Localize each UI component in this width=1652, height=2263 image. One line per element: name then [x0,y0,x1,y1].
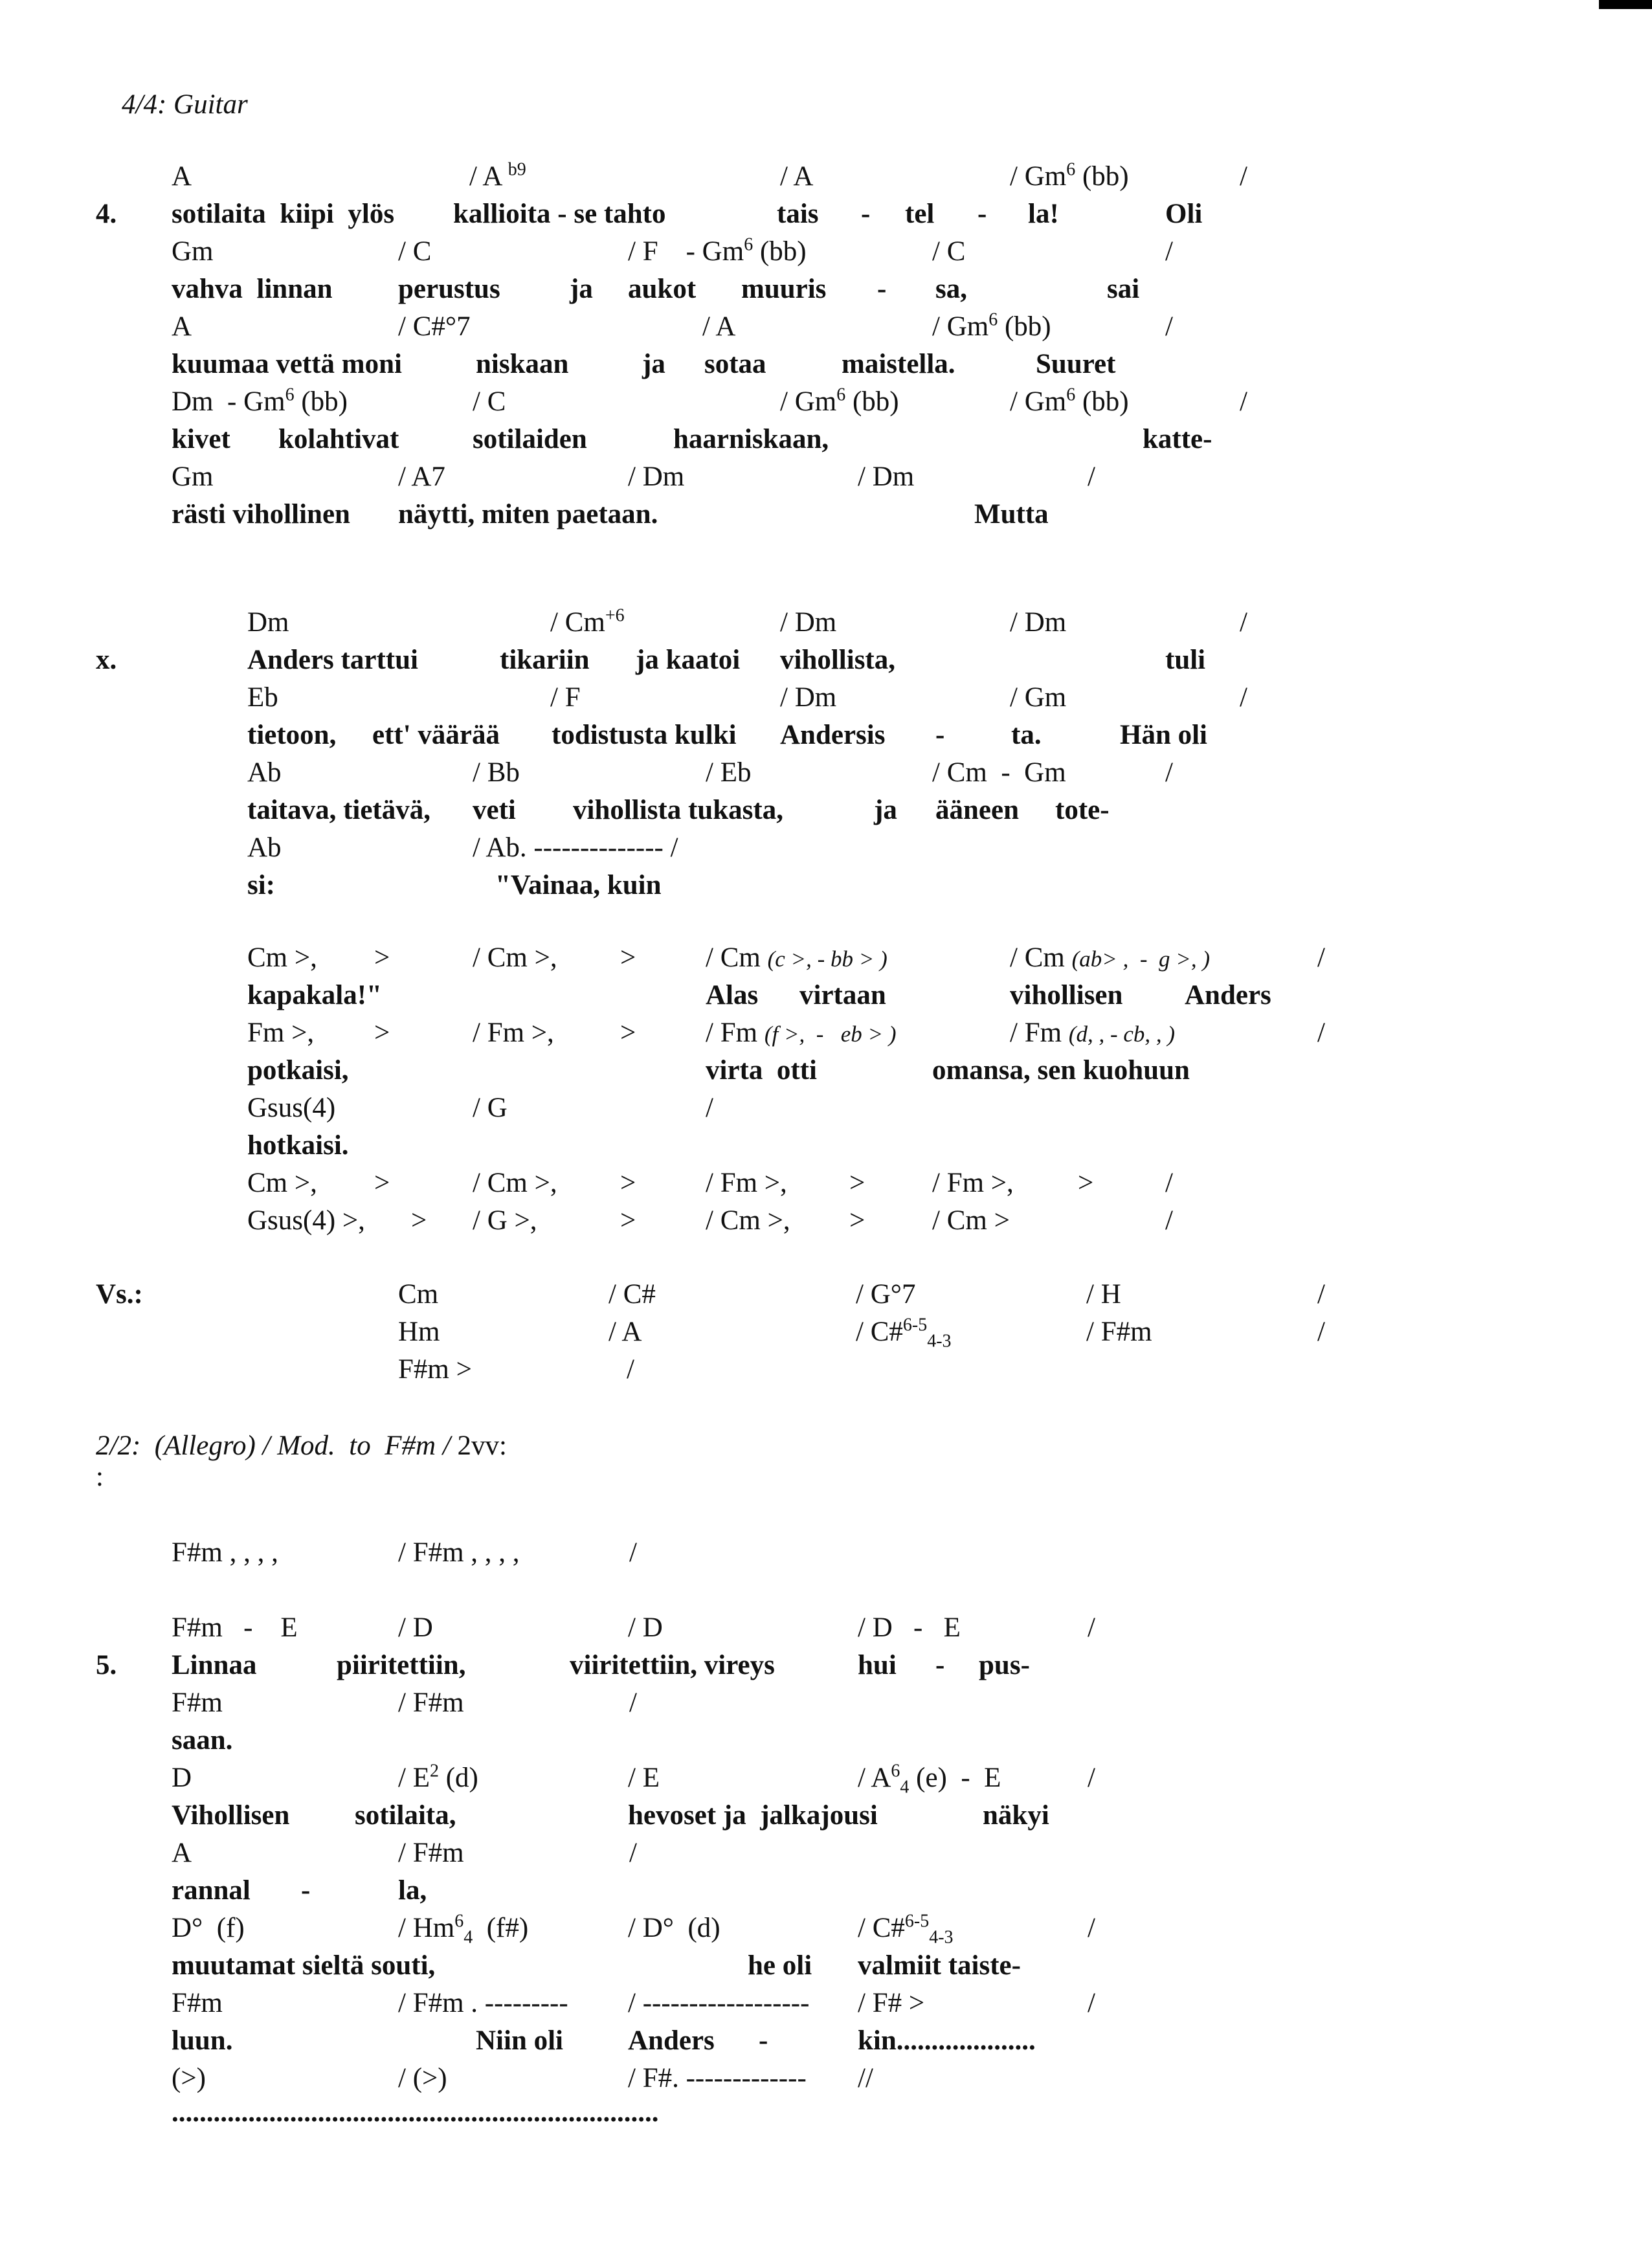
lyric: kin.................... [858,2025,1036,2056]
lyric: todistusta kulki [552,720,737,750]
lyric: ta. [1011,720,1042,750]
chord: Cm [398,1279,439,1310]
barline: / [1088,1763,1095,1793]
lyric: tietoon, [247,720,337,750]
lyric: Hän oli [1120,720,1208,750]
chord: / A [702,311,736,342]
accent-mark: > [620,1018,636,1048]
chord: / G >, [473,1205,537,1236]
lyric: - [861,199,871,229]
barline: / [1088,462,1095,492]
barline: / [706,1093,713,1123]
chord: / Dm [780,607,837,638]
lyric: ääneen [935,795,1019,825]
chord: / Cm >, [473,1168,557,1198]
chord: / (>) [398,2063,447,2093]
barline: / [1088,1913,1095,1943]
edge-scan-mark [1599,0,1652,9]
lyric: - [301,1875,311,1906]
chord: / C [398,236,432,267]
lyric: muuris [741,274,827,304]
final-barline: // [858,2063,873,2093]
barline: / [1317,1018,1325,1048]
chord: / F#. ------------- [628,2063,807,2093]
barline: / [1088,1988,1095,2018]
chord: / Ab. -------------- / [473,832,678,863]
lyric: virtaan [799,980,886,1010]
lyric: - [935,720,945,750]
lyric: vihollista, [780,645,896,675]
chord: Dm [247,607,289,638]
lyric: sai [1107,274,1140,304]
accent-mark: > [374,1168,390,1198]
lyric: Anders [1185,980,1271,1010]
accent-mark: > [849,1168,865,1198]
chord: / A [780,161,814,192]
lyric: ett' väärää [372,720,500,750]
lyric: Andersis [780,720,886,750]
chord: Cm >, [247,942,317,973]
chord: Dm - Gm$^6$ (bb) [172,385,348,417]
section-number: x. [96,645,117,675]
chord: / A [608,1317,642,1347]
chord: Gm [172,236,214,267]
lyric: rästi vihollinen [172,499,350,530]
chord: / F#m . --------- [398,1988,568,2018]
chord: F#m > [398,1354,472,1385]
chord: / Dm [628,462,685,492]
lyric: - [935,1650,945,1680]
chord: F#m [172,1988,223,2018]
lyric: perustus [398,274,500,304]
chord: / D [628,1612,663,1643]
lyric: sotilaita, [355,1800,456,1831]
lyric: kolahtivat [278,424,399,454]
lyric: näytti, miten paetaan. [398,499,658,530]
lyric: tel [905,199,935,229]
lyric: piiritettiin, [337,1650,466,1680]
chord: / $Cm^{+6}$ [550,605,625,638]
chord: / F - Gm$^6$ (bb) [628,234,807,267]
lyric: sotilaiden [473,424,587,454]
barline: / [1240,161,1247,192]
barline: / [1240,682,1247,713]
lyric: vahva linnan [172,274,333,304]
accent-mark: > [374,1018,390,1048]
barline: / [1165,1205,1173,1236]
lyric: saan. [172,1725,233,1756]
accent-mark: > [1078,1168,1094,1198]
barline: / [629,1537,637,1568]
chord: D° (f) [172,1913,245,1943]
lyric: - [877,274,887,304]
dotted-line: ...................................................................... [172,2097,659,2128]
lyric: tote- [1055,795,1110,825]
tempo-header: 4/4: Guitar [122,89,248,120]
chord: Ab [247,832,282,863]
lyric: la, [398,1875,427,1906]
barline: / [1317,942,1325,973]
lyric: hevoset ja jalkajousi [628,1800,878,1831]
lyric: rannal [172,1875,251,1906]
verse-number: 4. [96,199,117,229]
lyric: muutamat sieltä souti, [172,1950,436,1981]
lyric: sotilaita kiipi ylös [172,199,395,229]
chord: Gsus(4) [247,1093,336,1123]
chord: / Cm (c >, - bb > ) [706,942,887,973]
chord: Cm >, [247,1168,317,1198]
lyric: valmiit taiste- [858,1950,1021,1981]
chord: / Fm >, [706,1168,787,1198]
chord: A [172,161,192,192]
lyric: kivet [172,424,230,454]
barline: / [1165,757,1173,788]
chord: / C [932,236,966,267]
lyric: ja [642,349,665,379]
lyric: luun. [172,2025,233,2056]
chord: / Cm > [932,1205,1010,1236]
lyric: tikariin [500,645,590,675]
section-label: Vs.: [96,1279,143,1310]
chord: / Fm (f >, - eb > ) [706,1018,897,1048]
chord: / G [473,1093,508,1123]
lyric: katte- [1143,424,1212,454]
verse-number: 5. [96,1650,117,1680]
repeat-sign: : [96,1462,104,1492]
accent-mark: > [620,942,636,973]
accent-mark: > [411,1205,427,1236]
lyric: taitava, tietävä, [247,795,431,825]
barline: / [1088,1612,1095,1643]
chord: (>) [172,2063,206,2093]
chord: / Gm$^6$ (bb) [1010,385,1129,417]
lyric: kapakala!" [247,980,382,1010]
lyric: hui [858,1650,897,1680]
chord: / Eb [706,757,752,788]
chord: Ab [247,757,282,788]
lyric: pus- [979,1650,1030,1680]
lyric: - [759,2025,768,2056]
chord: D [172,1763,192,1793]
chord: / $Hm^6_4$ (f#) [398,1911,529,1948]
chord: / Cm (ab> , - g >, ) [1010,942,1211,973]
chord: / C#°7 [398,311,471,342]
lyric: tais [777,199,819,229]
lyric: sotaa [704,349,766,379]
chord: / Dm [858,462,915,492]
lyric: Niin oli [476,2025,564,2056]
chord: A [172,311,192,342]
chord: Eb [247,682,278,713]
chord: / A $^{b9}$ [469,159,526,192]
barline: / [1240,607,1247,638]
lyric: ja [570,274,593,304]
lyric: tuli [1165,645,1206,675]
chord: / Cm >, [473,942,557,973]
lyric: ja [874,795,897,825]
barline: / [1240,386,1247,417]
barline: / [1317,1317,1325,1347]
chord: / C#$^{6-5}_{4-3}$ [856,1315,952,1352]
chord: / C# [608,1279,656,1310]
lyric: Anders tarttui [247,645,418,675]
lyric: kallioita - se tahto [453,199,666,229]
lyric: vihollista tukasta, [573,795,783,825]
lyric: virta otti [706,1055,817,1086]
barline: / [1165,1168,1173,1198]
chord: / H [1086,1279,1121,1310]
chord: / Fm >, [473,1018,554,1048]
lyric: ja kaatoi [636,645,741,675]
chord: Gm [172,462,214,492]
lyric: viiritettiin, vireys [570,1650,775,1680]
lyric: veti [473,795,516,825]
chord: / F#m , , , , [398,1537,520,1568]
lyric: - [977,199,987,229]
chord: / A7 [398,462,445,492]
lyric: Mutta [974,499,1049,530]
chord: / C#$^{6-5}_{4-3}$ [858,1911,954,1948]
chord: / Gm [1010,682,1067,713]
chord: / F#m [398,1838,464,1868]
chord: / D° (d) [628,1913,720,1943]
lyric: si: [247,870,275,900]
lyric: niskaan [476,349,569,379]
chord: / Gm$^6$ (bb) [1010,159,1129,192]
lyric: hotkaisi. [247,1130,349,1161]
chord: / $E^2$ (d) [398,1761,478,1793]
lyric: kuumaa vettä moni [172,349,402,379]
lyric: Anders [628,2025,715,2056]
accent-mark: > [374,942,390,973]
chord: / D - E [858,1612,961,1643]
chord: / Cm >, [706,1205,790,1236]
chord: / E [628,1763,660,1793]
barline: / [627,1354,634,1385]
lyric: haarniskaan, [673,424,829,454]
chord: / Cm - Gm [932,757,1066,788]
chord: / Dm [780,682,837,713]
chord: / F# > [858,1988,925,2018]
lyric: la! [1028,199,1059,229]
chord: / D [398,1612,433,1643]
chord: / Gm$^6$ (bb) [932,309,1051,342]
chord: / C [473,386,506,417]
barline: / [1317,1279,1325,1310]
chord: / F#m [1086,1317,1152,1347]
barline: / [629,1688,637,1718]
chord: / F#m [398,1688,464,1718]
lyric: Oli [1165,199,1203,229]
chord: / Fm >, [932,1168,1014,1198]
lyric: omansa, sen kuohuun [932,1055,1190,1086]
lyric: sa, [935,274,967,304]
lyric: näkyi [983,1800,1049,1831]
barline: / [1165,311,1173,342]
chord: Hm [398,1317,440,1347]
chord: A [172,1838,192,1868]
lyric: Linnaa [172,1650,257,1680]
chord: F#m - E [172,1612,298,1643]
chord: / Bb [473,757,520,788]
chord: / Fm (d, , - cb, , ) [1010,1018,1176,1048]
lyric: vihollisen [1010,980,1123,1010]
lyric: aukot [628,274,697,304]
chord: / Gm$^6$ (bb) [780,385,899,417]
tempo-change: 2/2: (Allegro) / Mod. to F#m / 2vv: [96,1431,507,1461]
chord: Gsus(4) >, [247,1205,365,1236]
chord: / G°7 [856,1279,916,1310]
barline: / [1165,236,1173,267]
chord: / Dm [1010,607,1067,638]
barline: / [629,1838,637,1868]
chord: F#m , , , , [172,1537,278,1568]
lyric: Alas [706,980,759,1010]
chord: / F [550,682,581,713]
lyric: Vihollisen [172,1800,290,1831]
chord: / ------------------ [628,1988,810,2018]
lyric: potkaisi, [247,1055,349,1086]
chord: / $A^6_4$ (e) - E [858,1761,1001,1798]
lyric: Suuret [1036,349,1116,379]
chord: F#m [172,1688,223,1718]
accent-mark: > [849,1205,865,1236]
lyric: maistella. [842,349,955,379]
lyric: he oli [748,1950,812,1981]
chord: Fm >, [247,1018,315,1048]
lyric: "Vainaa, kuin [495,870,662,900]
accent-mark: > [620,1168,636,1198]
accent-mark: > [620,1205,636,1236]
